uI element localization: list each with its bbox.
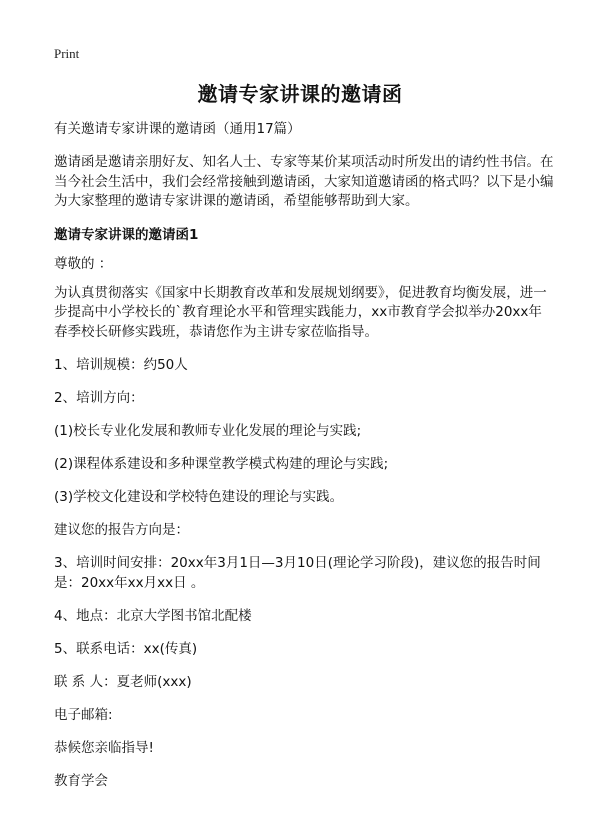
list-item: 3、培训时间安排：20xx年3月1日—3月10日(理论学习阶段)，建议您的报告时间是：20xx年xx月xx日 。 xyxy=(54,555,541,591)
document-subtitle: 有关邀请专家讲课的邀请函（通用17篇） xyxy=(54,121,301,137)
signature: 教育学会 xyxy=(54,773,108,789)
document-body xyxy=(54,120,554,791)
list-item: 4、地点：北京大学图书馆北配楼 xyxy=(54,608,252,624)
salutation: 尊敬的 ： xyxy=(54,255,113,272)
list-item: 2、培训方向： xyxy=(54,390,144,406)
section-heading: 邀请专家讲课的邀请函1 xyxy=(54,226,199,243)
list-item: 建议您的报告方向是： xyxy=(54,522,189,538)
intro-paragraph: 邀请函是邀请亲朋好友、知名人士、专家等某价某项活动时所发出的请约性书信。在当今社会生活中，我们会经常接触到邀请函，大家知道邀请函的格式吗？以下是小编为大家整理的邀请专家讲课的邀请函，希望能够帮助到大家。 xyxy=(54,154,554,209)
body-paragraph: 为认真贯彻落实《国家中长期教育改革和发展规划纲要》，促进教育均衡发展，进一步提高中小学校长的`教育理论水平和管理实践能力，xx市教育学会拟举办20xx年春季校长研修实践班，恭请您作为主讲专家莅临指导。 xyxy=(54,284,547,340)
list-item: 5、联系电话：xx(传真) xyxy=(54,641,198,657)
list-item: 1、培训规模：约50人 xyxy=(54,357,188,373)
list-item: (1)校长专业化发展和教师专业化发展的理论与实践; xyxy=(54,423,362,439)
document-title: 邀请专家讲课的邀请函 xyxy=(197,82,403,106)
list-item: (3)学校文化建设和学校特色建设的理论与实践。 xyxy=(54,489,344,505)
closing-line: 恭候您亲临指导! xyxy=(54,740,154,756)
list-item: (2)课程体系建设和多种课堂教学模式构建的理论与实践; xyxy=(54,456,389,472)
email-label: 电子邮箱: xyxy=(54,707,113,723)
print-link[interactable]: Print xyxy=(54,46,80,61)
contact-person: 联 系 人：夏老师(xxx) xyxy=(54,674,192,690)
